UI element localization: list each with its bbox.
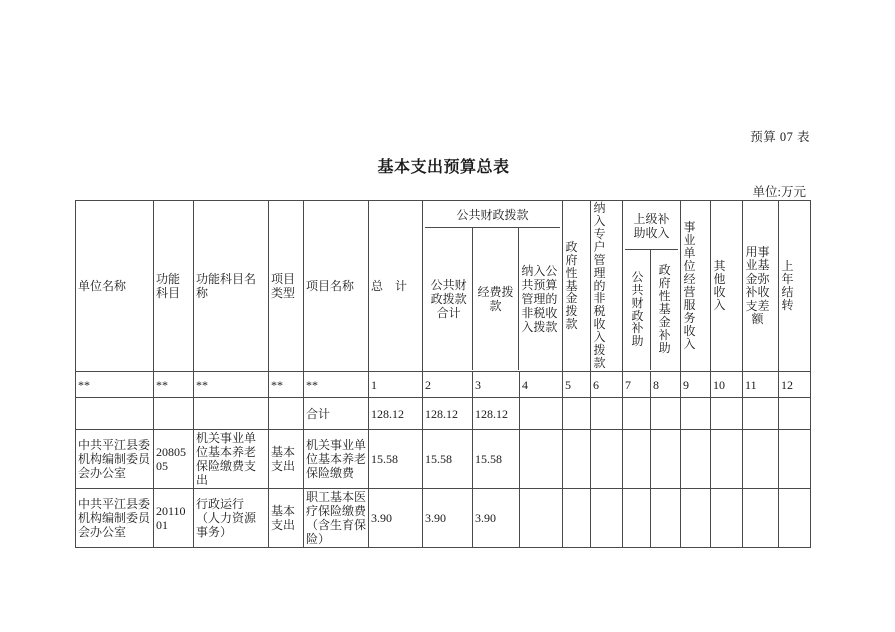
- col-header-business-operation-income: 事业单位经营服务收入: [681, 201, 711, 372]
- cell-project-type: 基本支出: [269, 489, 304, 548]
- col-number: **: [76, 372, 154, 398]
- col-header-nontax-special-account: 纳入专户管理的非税收入拨款: [591, 201, 623, 372]
- cell-carryover: [779, 489, 811, 548]
- cell-other-income: [711, 489, 743, 548]
- cell-fund-balance: [743, 430, 779, 489]
- col-header-gov-fund-subsidy: 政府性基金补助: [650, 250, 678, 370]
- col-header-expense-allocation: 经费拨款: [472, 228, 518, 370]
- cell-fund-balance: [743, 489, 779, 548]
- cell-nontax-special-account: [591, 489, 623, 548]
- col-number: 9: [681, 372, 711, 398]
- col-number: 10: [711, 372, 743, 398]
- cell-public-finance-subsidy: [623, 489, 651, 548]
- cell-project-type: 基本支出: [269, 430, 304, 489]
- table-row: [76, 430, 811, 489]
- col-number: 5: [563, 372, 591, 398]
- cell-total: 128.12: [369, 398, 423, 430]
- col-number: 1: [369, 372, 423, 398]
- cell-fund-balance: [743, 398, 779, 430]
- col-header-project-type: 项目类型: [269, 201, 304, 372]
- cell-carryover: [779, 398, 811, 430]
- cell-business-operation-income: [681, 398, 711, 430]
- cell-expense-allocation: 3.90: [473, 489, 520, 548]
- header-row: [76, 201, 811, 372]
- document-page: [75, 0, 812, 632]
- cell-function-code: 2011001: [154, 489, 194, 548]
- col-number: **: [194, 372, 269, 398]
- group-header-public-finance: 公共财政拨款: [425, 202, 560, 228]
- cell-business-operation-income: [681, 489, 711, 548]
- cell-nontax-in-budget: [520, 430, 563, 489]
- col-number: **: [154, 372, 194, 398]
- cell-gov-fund-subsidy: [651, 430, 681, 489]
- col-header-fund-balance: 用事业基金弥补收支差额: [743, 201, 779, 372]
- cell-project-name: 职工基本医疗保险缴费（含生育保险）: [304, 489, 369, 548]
- cell-gov-fund-allocation: [563, 398, 591, 430]
- cell-other-income: [711, 398, 743, 430]
- cell-unit-name: 中共平江县委机构编制委员会办公室: [76, 489, 154, 548]
- table-row: [76, 489, 811, 548]
- cell-nontax-in-budget: [520, 489, 563, 548]
- col-number: 3: [473, 372, 520, 398]
- cell-function-code: 2080505: [154, 430, 194, 489]
- cell-public-finance-subsidy: [623, 398, 651, 430]
- cell-project-type: [269, 398, 304, 430]
- cell-gov-fund-subsidy: [651, 398, 681, 430]
- col-number: 12: [779, 372, 811, 398]
- col-number: **: [269, 372, 304, 398]
- cell-function-name: [194, 398, 269, 430]
- column-number-row: [76, 372, 811, 398]
- cell-business-operation-income: [681, 430, 711, 489]
- cell-nontax-special-account: [591, 398, 623, 430]
- table-row-total: [76, 398, 811, 430]
- cell-other-income: [711, 430, 743, 489]
- cell-carryover: [779, 430, 811, 489]
- cell-expense-allocation: 15.58: [473, 430, 520, 489]
- col-header-nontax-in-budget: 纳入公共预算管理的非税收入拨款: [518, 228, 560, 370]
- col-header-unit-name: 单位名称: [76, 201, 154, 372]
- cell-nontax-in-budget: [520, 398, 563, 430]
- cell-project-name: 合计: [304, 398, 369, 430]
- unit-label: 单位:万元: [752, 185, 806, 199]
- col-number: 8: [651, 372, 681, 398]
- cell-function-name: 行政运行（人力资源事务）: [194, 489, 269, 548]
- cell-function-name: 机关事业单位基本养老保险缴费支出: [194, 430, 269, 489]
- col-number: 6: [591, 372, 623, 398]
- col-number: 7: [623, 372, 651, 398]
- cell-gov-fund-allocation: [563, 430, 591, 489]
- col-header-total: 总 计: [369, 201, 423, 372]
- col-header-public-finance-subsidy: 公共财政补助: [631, 269, 644, 349]
- col-header-function-name: 功能科目名称: [194, 201, 269, 372]
- cell-public-finance-total: 15.58: [423, 430, 473, 489]
- col-number: 4: [520, 372, 563, 398]
- col-header-project-name: 项目名称: [304, 201, 369, 372]
- budget-table: [75, 200, 811, 548]
- col-number: 11: [743, 372, 779, 398]
- sheet-number-label: 预算 07 表: [750, 130, 810, 144]
- col-group-public-finance: [423, 201, 563, 372]
- cell-gov-fund-subsidy: [651, 489, 681, 548]
- cell-expense-allocation: 128.12: [473, 398, 520, 430]
- cell-total: 3.90: [369, 489, 423, 548]
- col-number: 2: [423, 372, 473, 398]
- group-header-superior-subsidy: 上级补助收入: [625, 203, 678, 250]
- col-header-other-income: 其他收入: [711, 201, 743, 372]
- col-header-gov-fund-allocation: 政府性基金拨款: [563, 201, 591, 372]
- cell-unit-name: 中共平江县委机构编制委员会办公室: [76, 430, 154, 489]
- page-title: 基本支出预算总表: [377, 159, 510, 176]
- cell-project-name: 机关事业单位基本养老保险缴费: [304, 430, 369, 489]
- col-header-function-code: 功能科目: [154, 201, 194, 372]
- cell-function-code: [154, 398, 194, 430]
- cell-public-finance-total: 128.12: [423, 398, 473, 430]
- col-number: **: [304, 372, 369, 398]
- col-header-carryover: 上年结转: [779, 201, 811, 372]
- col-header-public-finance-total: 公共财政拨款合计: [430, 278, 467, 320]
- cell-public-finance-total: 3.90: [423, 489, 473, 548]
- cell-gov-fund-allocation: [563, 489, 591, 548]
- cell-public-finance-subsidy: [623, 430, 651, 489]
- cell-nontax-special-account: [591, 430, 623, 489]
- cell-total: 15.58: [369, 430, 423, 489]
- col-group-superior-subsidy: [623, 201, 681, 372]
- cell-unit-name: [76, 398, 154, 430]
